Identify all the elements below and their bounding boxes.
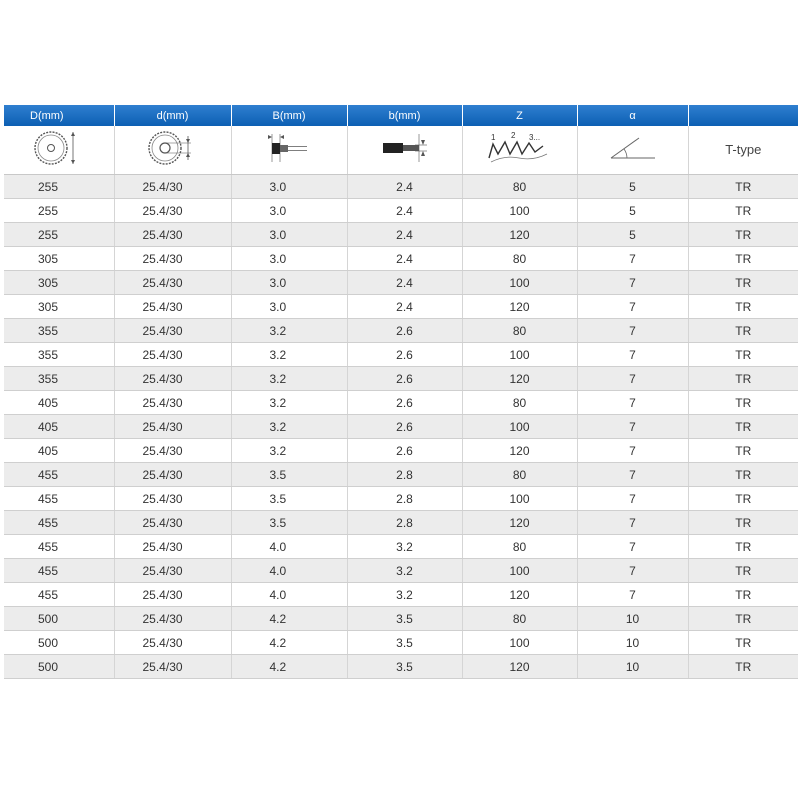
- plate-thickness-cell: 3.5: [347, 655, 462, 679]
- header-bore-diameter: d(mm): [114, 105, 231, 126]
- table-row: [4, 463, 798, 487]
- table-row: [4, 559, 798, 583]
- kerf-width-cell: 3.0: [231, 223, 347, 247]
- plate-thickness-cell: 2.4: [347, 175, 462, 199]
- header-row: [4, 105, 798, 126]
- outer-diameter-cell: 305: [4, 295, 114, 319]
- type-cell: TR: [688, 391, 798, 415]
- outer-diameter-cell: 455: [4, 487, 114, 511]
- outer-diameter-cell: 355: [4, 319, 114, 343]
- type-cell: TR: [688, 607, 798, 631]
- bore-diameter-cell: 25.4/30: [114, 439, 231, 463]
- bore-diameter-cell: 25.4/30: [114, 535, 231, 559]
- table-row: [4, 199, 798, 223]
- header-type: [688, 105, 798, 126]
- tooth-label-1: 1: [490, 132, 495, 142]
- outer-diameter-cell: 405: [4, 439, 114, 463]
- kerf-width-cell: 4.0: [231, 559, 347, 583]
- kerf-width-icon: [259, 128, 319, 168]
- angle-cell: 7: [577, 535, 688, 559]
- kerf-width-cell: 3.0: [231, 199, 347, 223]
- plate-thickness-cell: 2.6: [347, 415, 462, 439]
- plate-thickness-cell: 2.6: [347, 391, 462, 415]
- outer-diameter-cell: 405: [4, 415, 114, 439]
- angle-cell: 7: [577, 295, 688, 319]
- teeth-cell: 120: [462, 583, 577, 607]
- table-row: [4, 607, 798, 631]
- header-outer-diameter: D(mm): [4, 105, 114, 126]
- type-cell: TR: [688, 223, 798, 247]
- type-cell: TR: [688, 463, 798, 487]
- outer-diameter-cell: 255: [4, 199, 114, 223]
- angle-cell: 5: [577, 175, 688, 199]
- outer-diameter-cell: 500: [4, 655, 114, 679]
- outer-diameter-cell: 455: [4, 511, 114, 535]
- angle-cell: 10: [577, 607, 688, 631]
- outer-diameter-cell: 405: [4, 391, 114, 415]
- outer-diameter-cell: 255: [4, 175, 114, 199]
- angle-cell: 7: [577, 487, 688, 511]
- angle-cell: 7: [577, 583, 688, 607]
- teeth-cell: 120: [462, 511, 577, 535]
- type-cell: TR: [688, 175, 798, 199]
- teeth-count-icon: [485, 128, 555, 168]
- outer-diameter-cell: 455: [4, 463, 114, 487]
- teeth-cell: 120: [462, 367, 577, 391]
- saw-blade-bore-icon: [143, 128, 203, 168]
- table-row: [4, 655, 798, 679]
- outer-diameter-cell: 305: [4, 247, 114, 271]
- teeth-cell: 80: [462, 247, 577, 271]
- type-cell: TR: [688, 343, 798, 367]
- teeth-cell: 120: [462, 655, 577, 679]
- angle-cell: 7: [577, 271, 688, 295]
- table-row: [4, 247, 798, 271]
- kerf-width-cell: 3.2: [231, 415, 347, 439]
- angle-cell: 10: [577, 631, 688, 655]
- teeth-cell: 100: [462, 487, 577, 511]
- kerf-width-cell: 4.0: [231, 583, 347, 607]
- teeth-cell: 100: [462, 415, 577, 439]
- bore-diameter-cell: 25.4/30: [114, 511, 231, 535]
- plate-thickness-cell: 3.2: [347, 583, 462, 607]
- bore-diameter-cell: 25.4/30: [114, 199, 231, 223]
- table-row: [4, 319, 798, 343]
- kerf-width-cell: 4.0: [231, 535, 347, 559]
- plate-thickness-cell: 2.8: [347, 511, 462, 535]
- angle-cell: 5: [577, 223, 688, 247]
- plate-thickness-cell: 2.4: [347, 223, 462, 247]
- kerf-width-cell: 3.0: [231, 295, 347, 319]
- teeth-cell: 100: [462, 199, 577, 223]
- type-cell: TR: [688, 631, 798, 655]
- angle-cell: 7: [577, 511, 688, 535]
- teeth-cell: 80: [462, 535, 577, 559]
- outer-diameter-cell: 500: [4, 631, 114, 655]
- type-cell: TR: [688, 487, 798, 511]
- teeth-cell: 120: [462, 223, 577, 247]
- bore-diameter-cell: 25.4/30: [114, 631, 231, 655]
- outer-diameter-cell: 355: [4, 343, 114, 367]
- plate-thickness-cell: 3.2: [347, 535, 462, 559]
- table-row: [4, 271, 798, 295]
- type-cell: TR: [688, 199, 798, 223]
- header-plate-thickness: b(mm): [347, 105, 462, 126]
- outer-diameter-cell: 355: [4, 367, 114, 391]
- plate-thickness-cell: 2.8: [347, 463, 462, 487]
- bore-diameter-cell: 25.4/30: [114, 343, 231, 367]
- bore-diameter-cell: 25.4/30: [114, 175, 231, 199]
- table-row: [4, 295, 798, 319]
- bore-diameter-cell: 25.4/30: [114, 583, 231, 607]
- type-cell: TR: [688, 583, 798, 607]
- angle-cell: 7: [577, 247, 688, 271]
- angle-icon: [603, 128, 663, 168]
- angle-cell: 7: [577, 319, 688, 343]
- table-row: [4, 487, 798, 511]
- table-row: [4, 415, 798, 439]
- table-row: [4, 391, 798, 415]
- plate-thickness-cell: 2.6: [347, 343, 462, 367]
- type-cell: TR: [688, 535, 798, 559]
- header-angle: α: [577, 105, 688, 126]
- plate-thickness-cell: 3.5: [347, 607, 462, 631]
- plate-thickness-cell: 2.6: [347, 367, 462, 391]
- kerf-width-cell: 3.0: [231, 247, 347, 271]
- header-kerf-width: B(mm): [231, 105, 347, 126]
- outer-diameter-cell: 455: [4, 535, 114, 559]
- plate-thickness-cell: 2.6: [347, 319, 462, 343]
- plate-thickness-cell: 3.2: [347, 559, 462, 583]
- angle-cell: 7: [577, 463, 688, 487]
- outer-diameter-cell: 255: [4, 223, 114, 247]
- type-cell: TR: [688, 271, 798, 295]
- bore-diameter-cell: 25.4/30: [114, 367, 231, 391]
- teeth-cell: 80: [462, 391, 577, 415]
- type-cell: TR: [688, 655, 798, 679]
- teeth-cell: 120: [462, 439, 577, 463]
- type-cell: TR: [688, 415, 798, 439]
- plate-thickness-cell: 2.4: [347, 271, 462, 295]
- table-row: [4, 439, 798, 463]
- angle-cell: 7: [577, 559, 688, 583]
- plate-thickness-icon: [375, 128, 435, 168]
- saw-blade-diameter-icon: [29, 128, 89, 168]
- kerf-width-cell: 3.2: [231, 391, 347, 415]
- teeth-cell: 80: [462, 607, 577, 631]
- teeth-cell: 100: [462, 343, 577, 367]
- tooth-label-3: 3...: [528, 132, 540, 142]
- plate-thickness-cell: 2.4: [347, 199, 462, 223]
- outer-diameter-cell: 305: [4, 271, 114, 295]
- teeth-cell: 100: [462, 631, 577, 655]
- kerf-width-cell: 3.5: [231, 487, 347, 511]
- angle-cell: 7: [577, 439, 688, 463]
- table-body: [4, 175, 798, 679]
- bore-diameter-cell: 25.4/30: [114, 559, 231, 583]
- angle-cell: 5: [577, 199, 688, 223]
- type-cell: TR: [688, 439, 798, 463]
- teeth-cell: 80: [462, 319, 577, 343]
- bore-diameter-cell: 25.4/30: [114, 271, 231, 295]
- teeth-cell: 80: [462, 463, 577, 487]
- teeth-cell: 120: [462, 295, 577, 319]
- type-cell: TR: [688, 511, 798, 535]
- type-cell: TR: [688, 295, 798, 319]
- tooth-label-2: 2: [510, 130, 515, 140]
- table-row: [4, 223, 798, 247]
- angle-cell: 7: [577, 415, 688, 439]
- type-cell: TR: [688, 247, 798, 271]
- kerf-width-cell: 3.2: [231, 343, 347, 367]
- bore-diameter-cell: 25.4/30: [114, 247, 231, 271]
- bore-diameter-cell: 25.4/30: [114, 607, 231, 631]
- teeth-cell: 80: [462, 175, 577, 199]
- bore-diameter-cell: 25.4/30: [114, 655, 231, 679]
- bore-diameter-cell: 25.4/30: [114, 319, 231, 343]
- bore-diameter-cell: 25.4/30: [114, 223, 231, 247]
- t-type-label: T-type: [725, 142, 762, 157]
- kerf-width-cell: 3.2: [231, 319, 347, 343]
- kerf-width-cell: 3.5: [231, 463, 347, 487]
- table-row: [4, 583, 798, 607]
- table-row: [4, 175, 798, 199]
- teeth-cell: 100: [462, 559, 577, 583]
- kerf-width-cell: 4.2: [231, 631, 347, 655]
- kerf-width-cell: 3.2: [231, 439, 347, 463]
- kerf-width-cell: 3.0: [231, 271, 347, 295]
- table-row: [4, 631, 798, 655]
- bore-diameter-cell: 25.4/30: [114, 415, 231, 439]
- outer-diameter-cell: 500: [4, 607, 114, 631]
- angle-cell: 10: [577, 655, 688, 679]
- plate-thickness-cell: 2.8: [347, 487, 462, 511]
- plate-thickness-cell: 2.6: [347, 439, 462, 463]
- kerf-width-cell: 4.2: [231, 607, 347, 631]
- table-row: [4, 511, 798, 535]
- header-teeth: Z: [462, 105, 577, 126]
- bore-diameter-cell: 25.4/30: [114, 487, 231, 511]
- teeth-cell: 100: [462, 271, 577, 295]
- type-cell: TR: [688, 319, 798, 343]
- kerf-width-cell: 3.0: [231, 175, 347, 199]
- plate-thickness-cell: 3.5: [347, 631, 462, 655]
- type-cell: TR: [688, 559, 798, 583]
- bore-diameter-cell: 25.4/30: [114, 295, 231, 319]
- angle-cell: 7: [577, 391, 688, 415]
- angle-cell: 7: [577, 367, 688, 391]
- kerf-width-cell: 3.5: [231, 511, 347, 535]
- angle-cell: 7: [577, 343, 688, 367]
- table-row: [4, 343, 798, 367]
- bore-diameter-cell: 25.4/30: [114, 391, 231, 415]
- type-cell: TR: [688, 367, 798, 391]
- table-row: [4, 535, 798, 559]
- spec-table: [4, 105, 798, 679]
- bore-diameter-cell: 25.4/30: [114, 463, 231, 487]
- kerf-width-cell: 3.2: [231, 367, 347, 391]
- icon-row: [4, 126, 798, 175]
- plate-thickness-cell: 2.4: [347, 247, 462, 271]
- kerf-width-cell: 4.2: [231, 655, 347, 679]
- table-row: [4, 367, 798, 391]
- plate-thickness-cell: 2.4: [347, 295, 462, 319]
- outer-diameter-cell: 455: [4, 583, 114, 607]
- outer-diameter-cell: 455: [4, 559, 114, 583]
